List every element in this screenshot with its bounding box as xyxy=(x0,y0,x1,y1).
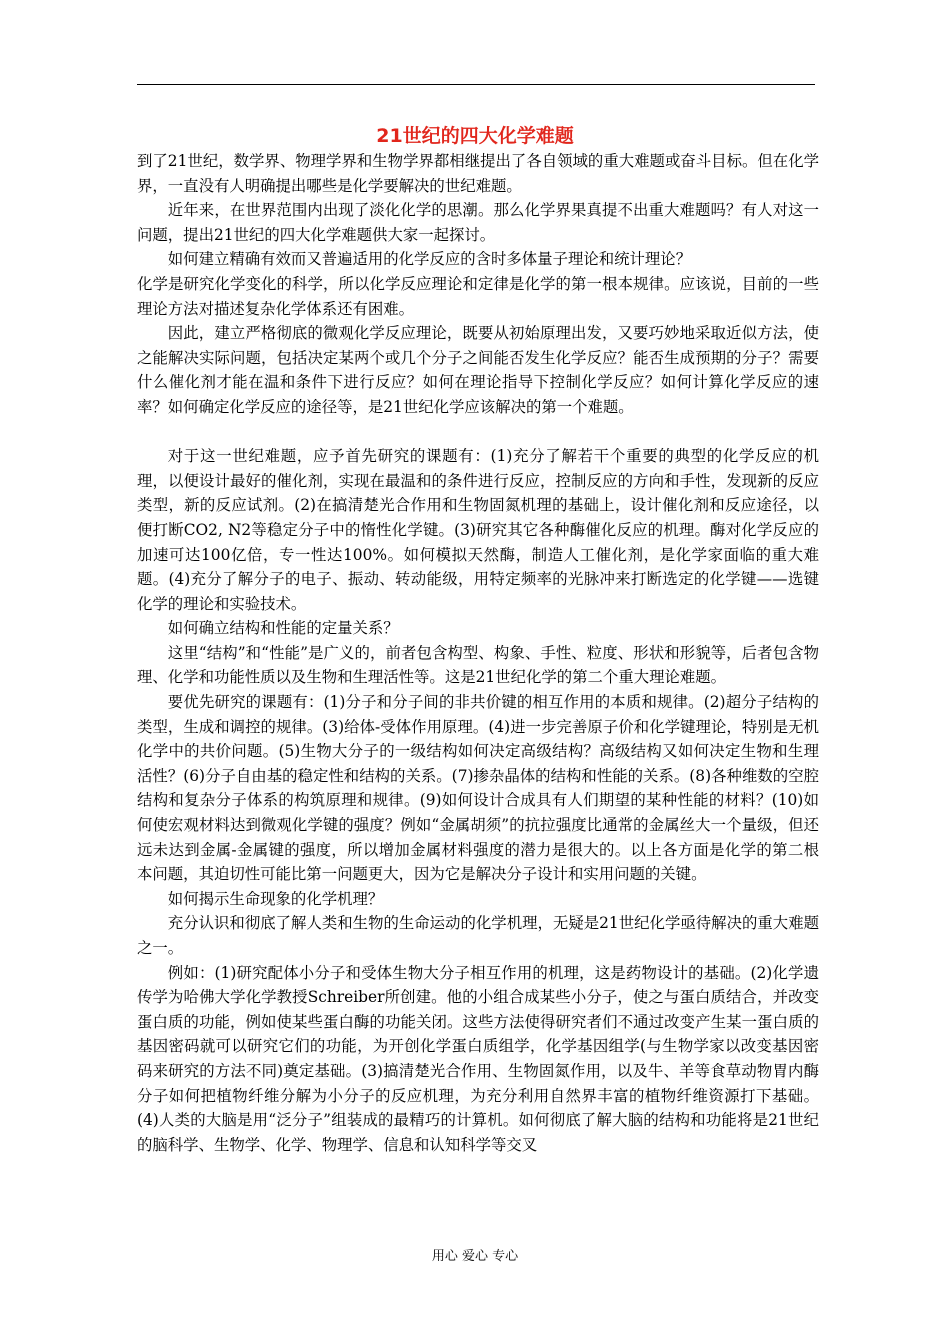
section-question-2: 如何确立结构和性能的定量关系？ xyxy=(167,619,399,638)
page-title: 21世纪的四大化学难题 xyxy=(376,125,574,147)
section-question-1: 如何建立精确有效而又普遍适用的化学反应的含时多体量子理论和统计理论？ xyxy=(167,250,692,269)
paragraph: 例如：(1)研究配体小分子和受体生物大分子相互作用的机理，这是药物设计的基础。(2)化学遗传学为哈佛大学化学教授Schreiber所创建。他的小组合成某些小分子，使之与蛋白质结合，并改变蛋白质的功能，例如使某些蛋白酶的功能关闭。这些方法使得研究者们不通过改变产生某一蛋白质的基因密码就可以研究它们的功能，为开创化学蛋白质组学，化学基因组学(与生物学家以改变基因密码来研究的方法不同)奠定基础。(3)搞清楚光合作用、生物固氮作用，以及牛、羊等食草动物胃内酶分子如何把植物纤维分解为小分子的反应机理，为充分利用自然界丰富的植物纤维资源打下基础。(4)人类的大脑是用“泛分子”组装成的最精巧的计算机。如何彻底了解大脑的结构和功能将是21世纪的脑科学、生物学、化学、物理学、信息和认知科学等交叉 xyxy=(137,963,819,1154)
paragraph: 对于这一世纪难题，应予首先研究的课题有：(1)充分了解若干个重要的典型的化学反应的机理，以便设计最好的催化剂，实现在最温和的条件进行反应，控制反应的方向和手性，发现新的反应类型，新的反应试剂。(2)在搞清楚光合作用和生物固氮机理的基础上，设计催化剂和反应途径，以便打断CO2, N2等稳定分子中的惰性化学键。(3)研究其它各种酶催化反应的机理。酶对化学反应的加速可达100亿倍，专一性达100%。如何模拟天然酶，制造人工催化剂，是化学家面临的重大难题。(4)充分了解分子的电子、振动、转动能级，用特定频率的光脉冲来打断选定的化学键——选键化学的理论和实验技术。 xyxy=(137,447,819,613)
paragraph: 这里“结构”和“性能”是广义的，前者包含构型、构象、手性、粒度、形状和形貌等，后者包含物理、化学和功能性质以及生物和生理活性等。这是21世纪化学的第二个重大理论难题。 xyxy=(137,643,819,687)
header-rule xyxy=(137,84,815,85)
paragraph: 因此，建立严格彻底的微观化学反应理论，既要从初始原理出发，又要巧妙地采取近似方法，使之能解决实际问题，包括决定某两个或几个分子之间能否发生化学反应？能否生成预期的分子？需要什么催化剂才能在温和条件下进行反应？如何在理论指导下控制化学反应？如何计算化学反应的速率？如何确定化学反应的途径等，是21世纪化学应该解决的第一个难题。 xyxy=(137,324,819,416)
paragraph: 化学是研究化学变化的科学，所以化学反应理论和定律是化学的第一根本规律。应该说，目前的一些理论方法对描述复杂化学体系还有困难。 xyxy=(137,274,819,318)
paragraph: 要优先研究的课题有：(1)分子和分子间的非共价键的相互作用的本质和规律。(2)超分子结构的类型，生成和调控的规律。(3)给体-受体作用原理。(4)进一步完善原子价和化学键理论，特别是无机化学中的共价问题。(5)生物大分子的一级结构如何决定高级结构？高级结构又如何决定生物和生理活性？(6)分子自由基的稳定性和结构的关系。(7)掺杂晶体的结构和性能的关系。(8)各种维数的空腔结构和复杂分子体系的构筑原理和规律。(9)如何设计合成具有人们期望的某种性能的材料？(10)如何使宏观材料达到微观化学键的强度？例如“金属胡须”的抗拉强度比通常的金属丝大一个量级，但还远未达到金属-金属键的强度，所以增加金属材料强度的潜力是很大的。以上各方面是化学的第二根本问题，其迫切性可能比第一问题更大，因为它是解决分子设计和实用问题的关键。 xyxy=(137,693,819,884)
page-footer: 用心 爱心 专心 xyxy=(431,1249,519,1264)
document-body xyxy=(137,149,819,1157)
paragraph-intro: 到了21世纪，数学界、物理学界和生物学界都相继提出了各自领域的重大难题或奋斗目标。但在化学界，一直没有人明确提出哪些是化学要解决的世纪难题。 xyxy=(137,152,819,195)
paragraph: 近年来，在世界范围内出现了淡化化学的思潮。那么化学界果真提不出重大难题吗？有人对这一问题，提出21世纪的四大化学难题供大家一起探讨。 xyxy=(137,201,819,244)
section-question-3: 如何揭示生命现象的化学机理？ xyxy=(167,889,384,908)
paragraph: 充分认识和彻底了解人类和生物的生命运动的化学机理，无疑是21世纪化学亟待解决的重大难题之一。 xyxy=(137,914,819,957)
